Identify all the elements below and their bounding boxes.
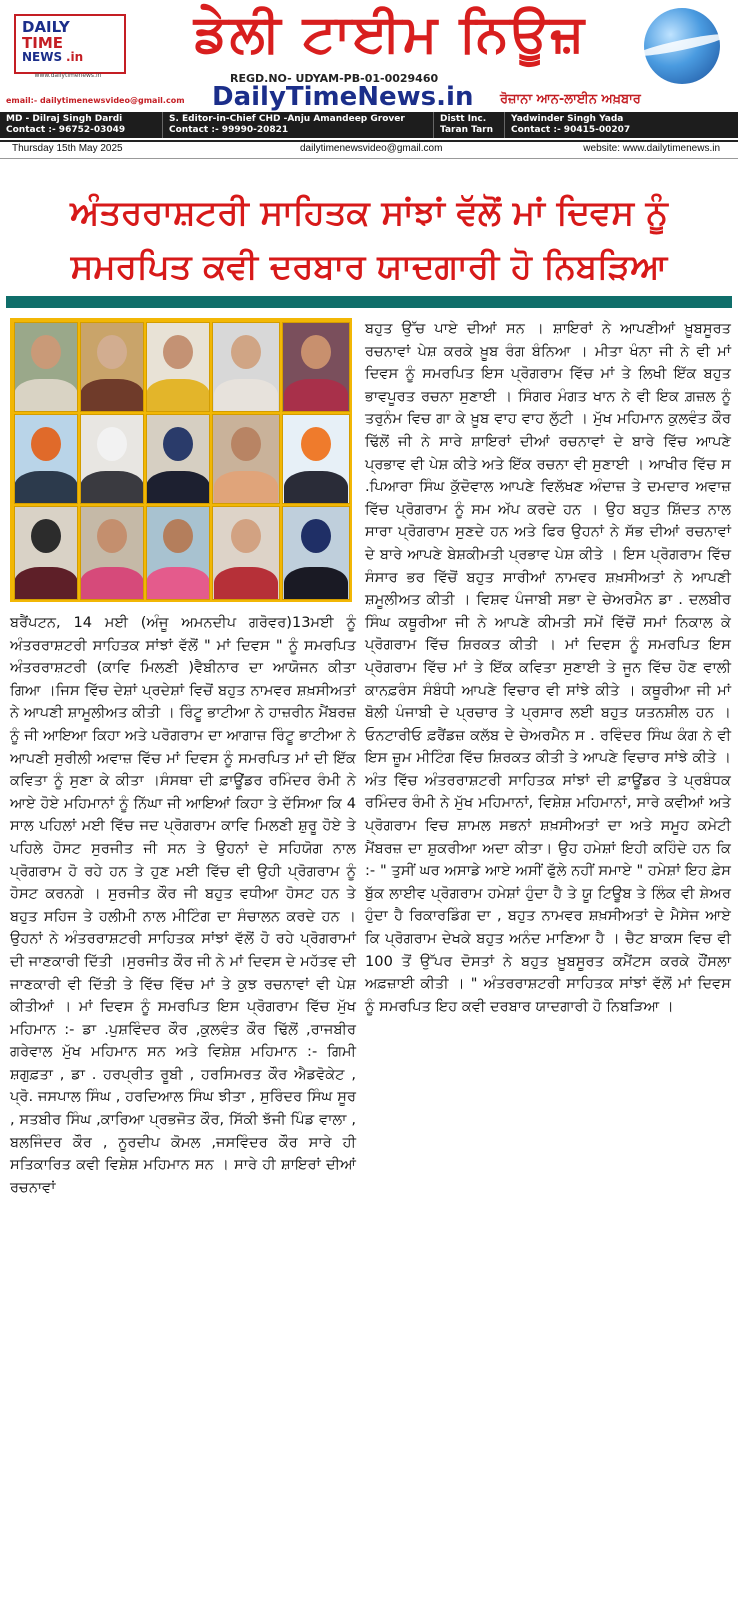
- newspaper-logo: [14, 14, 126, 74]
- participant-photo: [212, 322, 280, 412]
- tagline: ਰੋਜ਼ਾਨਾ ਆਨ-ਲਾਈਨ ਅਖ਼ਬਾਰ: [500, 92, 641, 107]
- masthead: [0, 0, 738, 142]
- participant-photo: [146, 506, 210, 600]
- logo-text-suffix: .in: [66, 50, 84, 64]
- logo-text-news: NEWS: [22, 50, 63, 64]
- participants-photo-collage: [10, 318, 352, 602]
- dateline: [0, 140, 738, 159]
- contact-phone: Contact :- 99990-20821: [169, 125, 289, 135]
- participant-photo: [80, 414, 144, 504]
- participant-photo: [14, 322, 78, 412]
- globe-icon: [644, 8, 720, 84]
- contact-cell: [505, 112, 689, 138]
- participant-photo: [146, 414, 210, 504]
- contact-cell: [0, 112, 163, 138]
- participant-photo: [80, 506, 144, 600]
- logo-text-time: TIME: [22, 34, 63, 52]
- participant-photo: [146, 322, 210, 412]
- site-name: DailyTimeNews.in: [212, 82, 474, 112]
- participant-photo: [282, 414, 350, 504]
- contact-name: Distt Inc.: [440, 114, 487, 124]
- participant-photo: [212, 414, 280, 504]
- headline-rule: [6, 296, 732, 308]
- logo-url: www.dailytimenews.in: [34, 72, 102, 79]
- dateline-website: website: www.dailytimenews.in: [583, 143, 720, 154]
- issue-date: Thursday 15th May 2025: [12, 143, 123, 154]
- masthead-email: email:- dailytimenewsvideo@gmail.com: [6, 96, 185, 105]
- registration-number: REGD.NO- UDYAM-PB-01-0029460: [230, 72, 439, 85]
- headline-line-2: ਸਮਰਪਿਤ ਕਵੀ ਦਰਬਾਰ ਯਾਦਗਾਰੀ ਹੋ ਨਿਬੜਿਆ: [70, 247, 668, 287]
- contact-phone: Taran Tarn: [440, 125, 494, 135]
- contact-cell: [434, 112, 505, 138]
- article-headline: [0, 186, 738, 294]
- contact-name: S. Editor-in-Chief CHD -Anju Amandeep Grover: [169, 114, 405, 124]
- headline-line-1: ਅੰਤਰਰਾਸ਼ਟਰੀ ਸਾਹਿਤਕ ਸਾਂਝਾਂ ਵੱਲੋਂ ਮਾਂ ਦਿਵਸ ਨੂੰ: [70, 193, 668, 233]
- contact-name: MD - Dilraj Singh Dardi: [6, 114, 123, 124]
- contact-name: Yadwinder Singh Yada: [511, 114, 624, 124]
- article-column-right: ਬਹੁਤ ਉੱਚ ਪਾਏ ਦੀਆਂ ਸਨ । ਸ਼ਾਇਰਾਂ ਨੇ ਆਪਣੀਆਂ ਖ਼ੂਬਸੂਰਤ ਰਚਨਾਵਾਂ ਪੇਸ਼ ਕਰਕੇ ਖ਼ੂਬ ਰੰਗ ਬੰਨਿਆ । ਮੀਤਾ ਖੰਨਾ ਜੀ ਨੇ ਵੀ ਮਾਂ ਦਿਵਸ ਨੂੰ ਸਮਰਪਿਤ ਇਸ ਪ੍ਰੋਗਰਾਮ ਵਿੱਚ ਮਾਂ ਤੇ ਲਿਖੀ ਇੱਕ ਬਹੁਤ ਭਾਵਪੂਰਤ ਰਚਨਾ ਸੁਣਾਈ । ਸਿੰਗਰ ਮੰਗਤ ਖਾਨ ਨੇ ਵੀ ਇਕ ਗ਼ਜ਼ਲ ਨੂੰ ਤਰੁਨੰਮ ਵਿਚ ਗਾ ਕੇ ਖ਼ੂਬ ਵਾਹ ਵਾਹ ਲੁੱਟੀ । ਮੁੱਖ ਮਹਿਮਾਨ ਕੁਲਵੰਤ ਕੌਰ ਢਿੱਲੋਂ ਜੀ ਨੇ ਸਾਰੇ ਸ਼ਾਇਰਾਂ ਦੀਆਂ ਰਚਨਾਵਾਂ ਦੇ ਬਾਰੇ ਵਿੱਚ ਆਪਣੇ ਪ੍ਰਭਾਵ ਵੀ ਪੇਸ਼ ਕੀਤੇ ਅਤੇ ਇੱਕ ਰਚਨਾ ਵੀ ਸੁਣਾਈ । ਆਖੀਰ ਵਿੱਚ ਸ .ਪਿਆਰਾ ਸਿੰਘ ਕੁੱਦੋਵਾਲ ਆਪਣੇ ਵਿਲੱਖਣ ਅੰਦਾਜ਼ ਤੇ ਦਮਦਾਰ ਅਵਾਜ਼ ਵਿੱਚ ਪ੍ਰੋਗਰਾਮ ਨੂੰ ਸਮ ਅੱਪ ਕਰਦੇ ਹਨ । ਉਹ ਬਹੁਤ ਸ਼ਿੱਦਤ ਨਾਲ ਸਾਰਾ ਪ੍ਰੋਗਰਾਮ ਸੁਣਦੇ ਹਨ ਅਤੇ ਫਿਰ ਉਹਨਾਂ ਨੇ ਸੱਭ ਦੀਆਂ ਰਚਨਾਵਾਂ ਦੇ ਬਾਰੇ ਆਪਣੇ ਬੇਸ਼ਕੀਮਤੀ ਪ੍ਰਭਾਵ ਪੇਸ਼ ਕੀਤੇ । ਇਸ ਪ੍ਰੋਗਰਾਮ ਵਿੱਚ ਸੰਸਾਰ ਭਰ ਵਿੱਚੋਂ ਬਹੁਤ ਸਾਰੀਆਂ ਨਾਮਵਰ ਸ਼ਖ਼ਸੀਅਤਾਂ ਨੇ ਆਪਣੀ ਸ਼ਮੂਲੀਅਤ ਕੀਤੀ । ਵਿਸ਼ਵ ਪੰਜਾਬੀ ਸਭਾ ਦੇ ਚੇਅਰਮੈਨ ਡਾ . ਦਲਬੀਰ ਸਿੰਘ ਕਥੂਰੀਆ ਜੀ ਨੇ ਆਪਣੇ ਕੀਮਤੀ ਸਮੇਂ ਵਿੱਚੋਂ ਸਮਾਂ ਨਿਕਾਲ ਕੇ ਪ੍ਰੋਗਰਾਮ ਵਿੱਚ ਸ਼ਿਰਕਤ ਕੀਤੀ । ਮਾਂ ਦਿਵਸ ਨੂੰ ਸਮਰਪਿਤ ਇਸ ਪ੍ਰੋਗਰਾਮ ਵਿੱਚ ਮਾਂ ਤੇ ਇੱਕ ਕਵਿਤਾ ਸੁਣਾਈ ਤੇ ਜੂਨ ਵਿੱਚ ਹੋਣ ਵਾਲੀ ਕਾਨਫ਼ਰੰਸ ਸੰਬੰਧੀ ਆਪਣੇ ਵਿਚਾਰ ਵੀ ਸਾਂਝੇ ਕੀਤੇ । ਕਥੂਰੀਆ ਜੀ ਮਾਂ ਬੋਲੀ ਪੰਜਾਬੀ ਦੇ ਪ੍ਰਚਾਰ ਤੇ ਪ੍ਰਸਾਰ ਲਈ ਬਹੁਤ ਯਤਨਸ਼ੀਲ ਹਨ । ਓਨਟਾਰੀਓ ਫ਼ਰੈਂਡਜ਼ ਕਲੱਬ ਦੇ ਚੇਅਰਮੈਨ ਸ . ਰਵਿੰਦਰ ਸਿੰਘ ਕੰਗ ਨੇ ਵੀ ਇਸ ਜ਼ੂਮ ਮੀਟਿੰਗ ਵਿੱਚ ਸ਼ਿਰਕਤ ਕੀਤੀ ਤੇ ਆਪਣੇ ਵਿਚਾਰ ਸਾਂਝੇ ਕੀਤੇ । ਅੰਤ ਵਿੱਚ ਅੰਤਰਰਾਸ਼ਟਰੀ ਸਾਹਿਤਕ ਸਾਂਝਾਂ ਦੀ ਫ਼ਾਊਂਡਰ ਤੇ ਪ੍ਰਬੰਧਕ ਰਮਿੰਦਰ ਰੰਮੀ ਨੇ ਮੁੱਖ ਮਹਿਮਾਨਾਂ, ਵਿਸ਼ੇਸ਼ ਮਹਿਮਾਨਾਂ, ਸਾਰੇ ਕਵੀਆਂ ਅਤੇ ਪ੍ਰੋਗਰਾਮ ਵਿਚ ਸ਼ਾਮਲ ਸਭਨਾਂ ਸ਼ਖ਼ਸੀਅਤਾਂ ਦਾ ਅਤੇ ਸਮੂਹ ਕਮੇਟੀ ਮੈਂਬਰਜ਼ ਦਾ ਸ਼ੁਕਰੀਆ ਅਦਾ ਕੀਤਾ। ਉਹ ਹਮੇਸ਼ਾਂ ਇਹੀ ਕਹਿੰਦੇ ਹਨ ਕਿ :- " ਤੁਸੀਂ ਘਰ ਅਸਾਡੇ ਆਏ ਅਸੀਂ ਫੁੱਲੇ ਨਹੀਂ ਸਮਾਏ " ਹਮੇਸ਼ਾਂ ਇਹ ਫ਼ੇਸ ਬੁੱਕ ਲਾਈਵ ਪ੍ਰੋਗਰਾਮ ਹਮੇਸ਼ਾਂ ਹੁੰਦਾ ਹੈ ਤੇ ਯੂ ਟਿਊਬ ਤੇ ਲਿੰਕ ਵੀ ਸ਼ੇਅਰ ਹੁੰਦਾ ਹੈ ਰਿਕਾਰਡਿੰਗ ਦਾ , ਬਹੁਤ ਨਾਮਵਰ ਸ਼ਖ਼ਸੀਅਤਾਂ ਦੇ ਮੈਸੇਜ ਆਏ ਕਿ ਪ੍ਰੋਗਰਾਮ ਦੇਖਕੇ ਬਹੁਤ ਅਨੰਦ ਮਾਣਿਆ ਹੈ । ਚੈਟ ਬਾਕਸ ਵਿਚ ਵੀ 100 ਤੋਂ ਉੱਪਰ ਦੋਸਤਾਂ ਨੇ ਬਹੁਤ ਖ਼ੂਬਸੂਰਤ ਕਮੈਂਟਸ ਕਰਕੇ ਹੌਂਸਲਾ ਅਫ਼ਜ਼ਾਈ ਕੀਤੀ । " ਅੰਤਰਰਾਸ਼ਟਰੀ ਸਾਹਿਤਕ ਸਾਂਝਾਂ ਵੱਲੋਂ ਮਾਂ ਦਿਵਸ ਨੂੰ ਸਮਰਪਿਤ ਇਹ ਕਵੀ ਦਰਬਾਰ ਯਾਦਗਾਰੀ ਹੋ ਨਿਬੜਿਆ ।: [365, 320, 731, 1015]
- participant-photo: [14, 414, 78, 504]
- contact-phone: Contact :- 90415-00207: [511, 125, 631, 135]
- masthead-title: ਡੇਲੀ ਟਾਈਮ ਨਿਊਜ਼: [193, 4, 587, 64]
- participant-photo: [212, 506, 280, 600]
- logo-text-daily: DAILY: [22, 18, 70, 36]
- article-column-left: ਬਰੈਂਪਟਨ, 14 ਮਈ (ਅੰਜੂ ਅਮਨਦੀਪ ਗਰੋਵਰ)13ਮਈ ਨੂੰ ਅੰਤਰਰਾਸ਼ਟਰੀ ਸਾਹਿਤਕ ਸਾਂਝਾਂ ਵੱਲੋਂ " ਮਾਂ ਦਿਵਸ " ਨੂੰ ਸਮਰਪਿਤ ਅੰਤਰਰਾਸ਼ਟਰੀ (ਕਾਵਿ ਮਿਲਣੀ )ਵੈਬੀਨਾਰ ਦਾ ਆਯੋਜਨ ਕੀਤਾ ਗਿਆ ।ਜਿਸ ਵਿੱਚ ਦੇਸ਼ਾਂ ਪ੍ਰਦੇਸ਼ਾਂ ਵਿਚੋਂ ਬਹੁਤ ਨਾਮਵਰ ਸ਼ਖ਼ਸੀਅਤਾਂ ਨੇ ਆਪਣੀ ਸ਼ਾਮੂਲੀਅਤ ਕੀਤੀ । ਰਿੰਟੂ ਭਾਟੀਆ ਨੇ ਹਾਜ਼ਰੀਨ ਮੈਂਬਰਜ਼ ਨੂੰ ਜੀ ਆਇਆ ਕਿਹਾ ਅਤੇ ਪਰੋਗਰਾਮ ਦਾ ਆਗਾਜ਼ ਰਿੰਟੂ ਭਾਟੀਆ ਨੇ ਆਪਣੀ ਸੁਰੀਲੀ ਅਵਾਜ਼ ਵਿੱਚ ਮਾਂ ਦਿਵਸ ਨੂੰ ਸਮਰਪਿਤ ਮਾਂ ਦੀ ਇੱਕ ਕਵਿਤਾ ਨੂੰ ਸੁਣਾ ਕੇ ਕੀਤਾ ।ਸੰਸਥਾ ਦੀ ਫ਼ਾਊਂਡਰ ਰਮਿੰਦਰ ਰੰਮੀ ਨੇ ਆਏ ਹੋਏ ਮਹਿਮਾਨਾਂ ਨੂੰ ਨਿੱਘਾ ਜੀ ਆਇਆਂ ਕਿਹਾ ਤੇ ਦੱਸਿਆ ਕਿ 4 ਸਾਲ ਪਹਿਲਾਂ ਮਈ ਵਿੱਚ ਜਦ ਪ੍ਰੋਗਰਾਮ ਕਾਵਿ ਮਿਲਣੀ ਸ਼ੁਰੂ ਹੋਏ ਤੇ ਪਹਿਲੇ ਹੋਸਟ ਸੁਰਜੀਤ ਜੀ ਸਨ ਤੇ ਉਹਨਾਂ ਦੇ ਸਹਿਯੋਗ ਨਾਲ ਪ੍ਰੋਗਰਾਮ ਹੋ ਰਹੇ ਹਨ ਤੇ ਹੁਣ ਮਈ ਵਿੱਚ ਵੀ ਉਹੀ ਪ੍ਰੋਗਰਾਮ ਨੂੰ ਹੋਸਟ ਕਰਨਗੇ । ਸੁਰਜੀਤ ਕੌਰ ਜੀ ਬਹੁਤ ਵਧੀਆ ਹੋਸਟ ਹਨ ਤੇ ਬਹੁਤ ਸਹਿਜ ਤੇ ਹਲੀਮੀ ਨਾਲ ਮੀਟਿੰਗ ਦਾ ਸੰਚਾਲਨ ਕਰਦੇ ਹਨ । ਉਹਨਾਂ ਨੇ ਅੰਤਰਰਾਸ਼ਟਰੀ ਸਾਹਿਤਕ ਸਾਂਝਾਂ ਵੱਲੋਂ ਹੋ ਰਹੇ ਪ੍ਰੋਗਰਾਮਾਂ ਦੀ ਜਾਣਕਾਰੀ ਦਿੱਤੀ ।ਸੁਰਜੀਤ ਕੌਰ ਜੀ ਨੇ ਮਾਂ ਦਿਵਸ ਦੇ ਮਹੱਤਵ ਦੀ ਜਾਣਕਾਰੀ ਵੀ ਦਿੱਤੀ ਤੇ ਵਿੱਚ ਵਿੱਚ ਮਾਂ ਤੇ ਕੁਝ ਰਚਨਾਵਾਂ ਵੀ ਪੇਸ਼ ਕੀਤੀਆਂ । ਮਾਂ ਦਿਵਸ ਨੂੰ ਸਮਰਪਿਤ ਇਸ ਪ੍ਰੋਗਰਾਮ ਵਿੱਚ ਮੁੱਖ ਮਹਿਮਾਨ :- ਡਾ .ਪੁਸ਼ਵਿੰਦਰ ਕੌਰ ,ਕੁਲਵੰਤ ਕੌਰ ਢਿੱਲੋਂ ,ਰਾਜਬੀਰ ਗਰੇਵਾਲ ਮੁੱਖ ਮਹਿਮਾਨ ਸਨ ਅਤੇ ਵਿਸ਼ੇਸ਼ ਮਹਿਮਾਨ :- ਗਿਮੀ ਸ਼ਗੁਫ਼ਤਾ , ਡਾ . ਹਰਪ੍ਰੀਤ ਰੂਬੀ , ਹਰਸਿਮਰਤ ਕੌਰ ਐਡਵੋਕੇਟ , ਪ੍ਰੋ. ਜਸਪਾਲ ਸਿੰਘ , ਹਰਦਿਆਲ ਸਿੰਘ ਝੀਤਾ , ਸੁਰਿੰਦਰ ਸਿੰਘ ਸੂਰ , ਸਤਬੀਰ ਸਿੰਘ ,ਕਾਰਿਆ ਪ੍ਰਭਜੋਤ ਕੌਰ, ਸਿੱਕੀ ਝੱਜੀ ਪਿੰਡ ਵਾਲਾ , ਬਲਜਿੰਦਰ ਕੌਰ , ਨੂਰਦੀਪ ਕੋਮਲ ,ਜਸਵਿੰਦਰ ਕੌਰ ਸਾਰੇ ਹੀ ਸਤਿਕਾਰਿਤ ਕਵੀ ਵਿਸ਼ੇਸ਼ ਮਹਿਮਾਨ ਸਨ । ਸਾਰੇ ਹੀ ਸ਼ਾਇਰਾਂ ਦੀਆਂ ਰਚਨਾਵਾਂ: [10, 614, 356, 1196]
- participant-photo: [80, 322, 144, 412]
- dateline-email: dailytimenewsvideo@gmail.com: [300, 143, 443, 154]
- contact-cell: [163, 112, 434, 138]
- contact-bar: [0, 112, 738, 138]
- participant-photo: [282, 322, 350, 412]
- contact-phone: Contact :- 96752-03049: [6, 125, 126, 135]
- participant-photo: [14, 506, 78, 600]
- participant-photo: [282, 506, 350, 600]
